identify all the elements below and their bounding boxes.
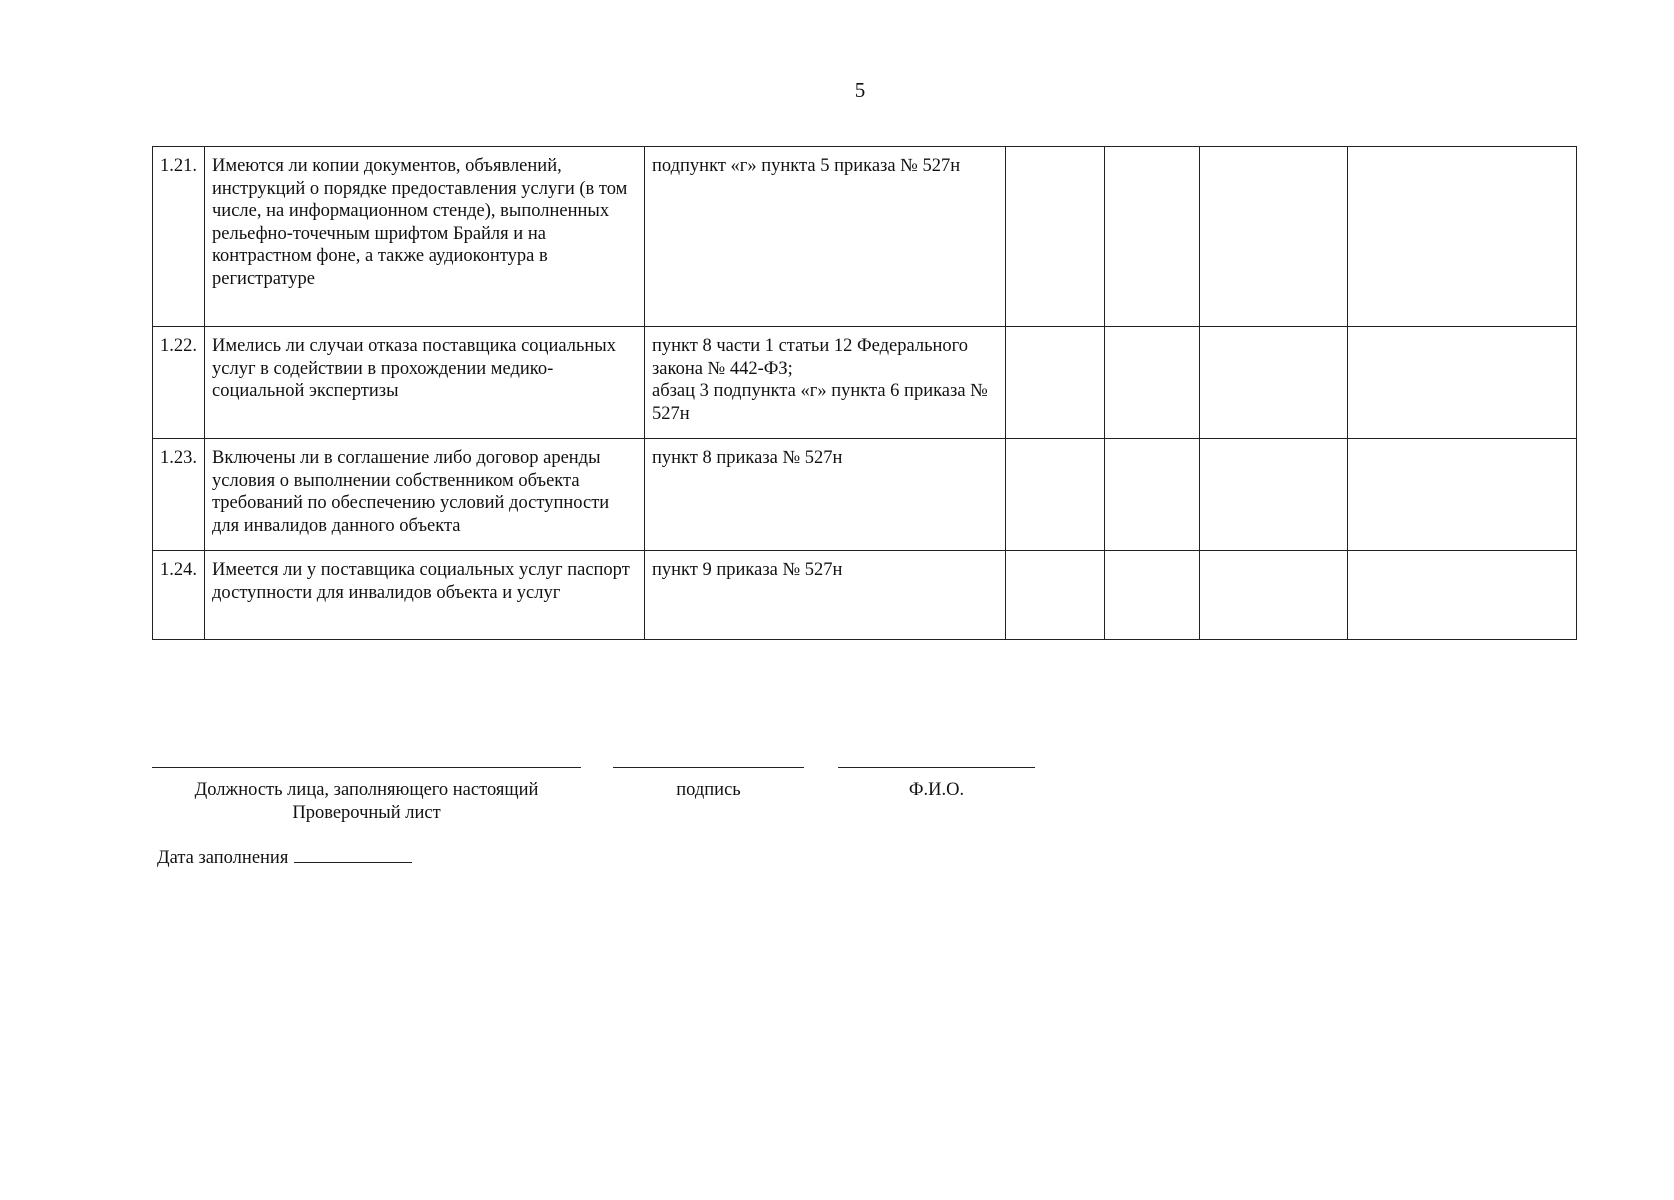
- table-row: [153, 439, 1577, 551]
- notes-cell[interactable]: [1348, 327, 1577, 439]
- answer-cell-no[interactable]: [1105, 439, 1200, 551]
- notes-cell[interactable]: [1348, 439, 1577, 551]
- answer-cell-yes[interactable]: [1006, 439, 1105, 551]
- requirement-question: Имеется ли у поставщика социальных услуг паспорт доступности для инвалидов объекта и услуг: [205, 551, 645, 640]
- legal-reference: пункт 8 приказа № 527н: [645, 439, 1006, 551]
- notes-cell[interactable]: [1348, 147, 1577, 327]
- answer-cell-yes[interactable]: [1006, 551, 1105, 640]
- row-number: 1.21.: [153, 147, 205, 327]
- requirement-question: Включены ли в соглашение либо договор аренды условия о выполнении собственником объекта требований по обеспечению условий доступности для инвалидов данного объекта: [205, 439, 645, 551]
- requirement-question: Имеются ли копии документов, объявлений, инструкций о порядке предоставления услуги (в том числе, на информационном стенде), выполненных рельефно-точечным шрифтом Брайля и на контрастном фоне, а также аудиоконтура в регистратуре: [205, 147, 645, 327]
- position-signature-line[interactable]: [152, 767, 581, 768]
- answer-cell-na[interactable]: [1200, 551, 1348, 640]
- answer-cell-no[interactable]: [1105, 147, 1200, 327]
- answer-cell-na[interactable]: [1200, 439, 1348, 551]
- position-caption: [152, 779, 581, 824]
- row-number: 1.24.: [153, 551, 205, 640]
- answer-cell-no[interactable]: [1105, 551, 1200, 640]
- page-number: 5: [854, 78, 866, 102]
- legal-reference: пункт 8 части 1 статьи 12 Федерального закона № 442-ФЗ; абзац 3 подпункта «г» пункта 6 приказа № 527н: [645, 327, 1006, 439]
- fill-date-label: Дата заполнения: [157, 848, 289, 868]
- table-row: [153, 551, 1577, 640]
- row-number: 1.23.: [153, 439, 205, 551]
- notes-cell[interactable]: [1348, 551, 1577, 640]
- fill-date-row: [157, 844, 412, 870]
- position-caption-line: Проверочный лист: [292, 802, 441, 823]
- fill-date-blank[interactable]: [294, 844, 412, 863]
- position-caption-line: Должность лица, заполняющего настоящий: [194, 780, 539, 800]
- requirement-question: Имелись ли случаи отказа поставщика социальных услуг в содействии в прохождении медико-социальной экспертизы: [205, 327, 645, 439]
- answer-cell-yes[interactable]: [1006, 147, 1105, 327]
- answer-cell-na[interactable]: [1200, 327, 1348, 439]
- table-row: [153, 147, 1577, 327]
- name-signature-line[interactable]: [838, 767, 1035, 768]
- checklist-table: [152, 146, 1577, 640]
- answer-cell-no[interactable]: [1105, 327, 1200, 439]
- signature-line[interactable]: [613, 767, 804, 768]
- legal-reference: пункт 9 приказа № 527н: [645, 551, 1006, 640]
- name-caption: Ф.И.О.: [908, 780, 965, 800]
- legal-reference: подпункт «г» пункта 5 приказа № 527н: [645, 147, 1006, 327]
- answer-cell-yes[interactable]: [1006, 327, 1105, 439]
- row-number: 1.22.: [153, 327, 205, 439]
- table-row: [153, 327, 1577, 439]
- signature-caption: подпись: [676, 780, 741, 800]
- answer-cell-na[interactable]: [1200, 147, 1348, 327]
